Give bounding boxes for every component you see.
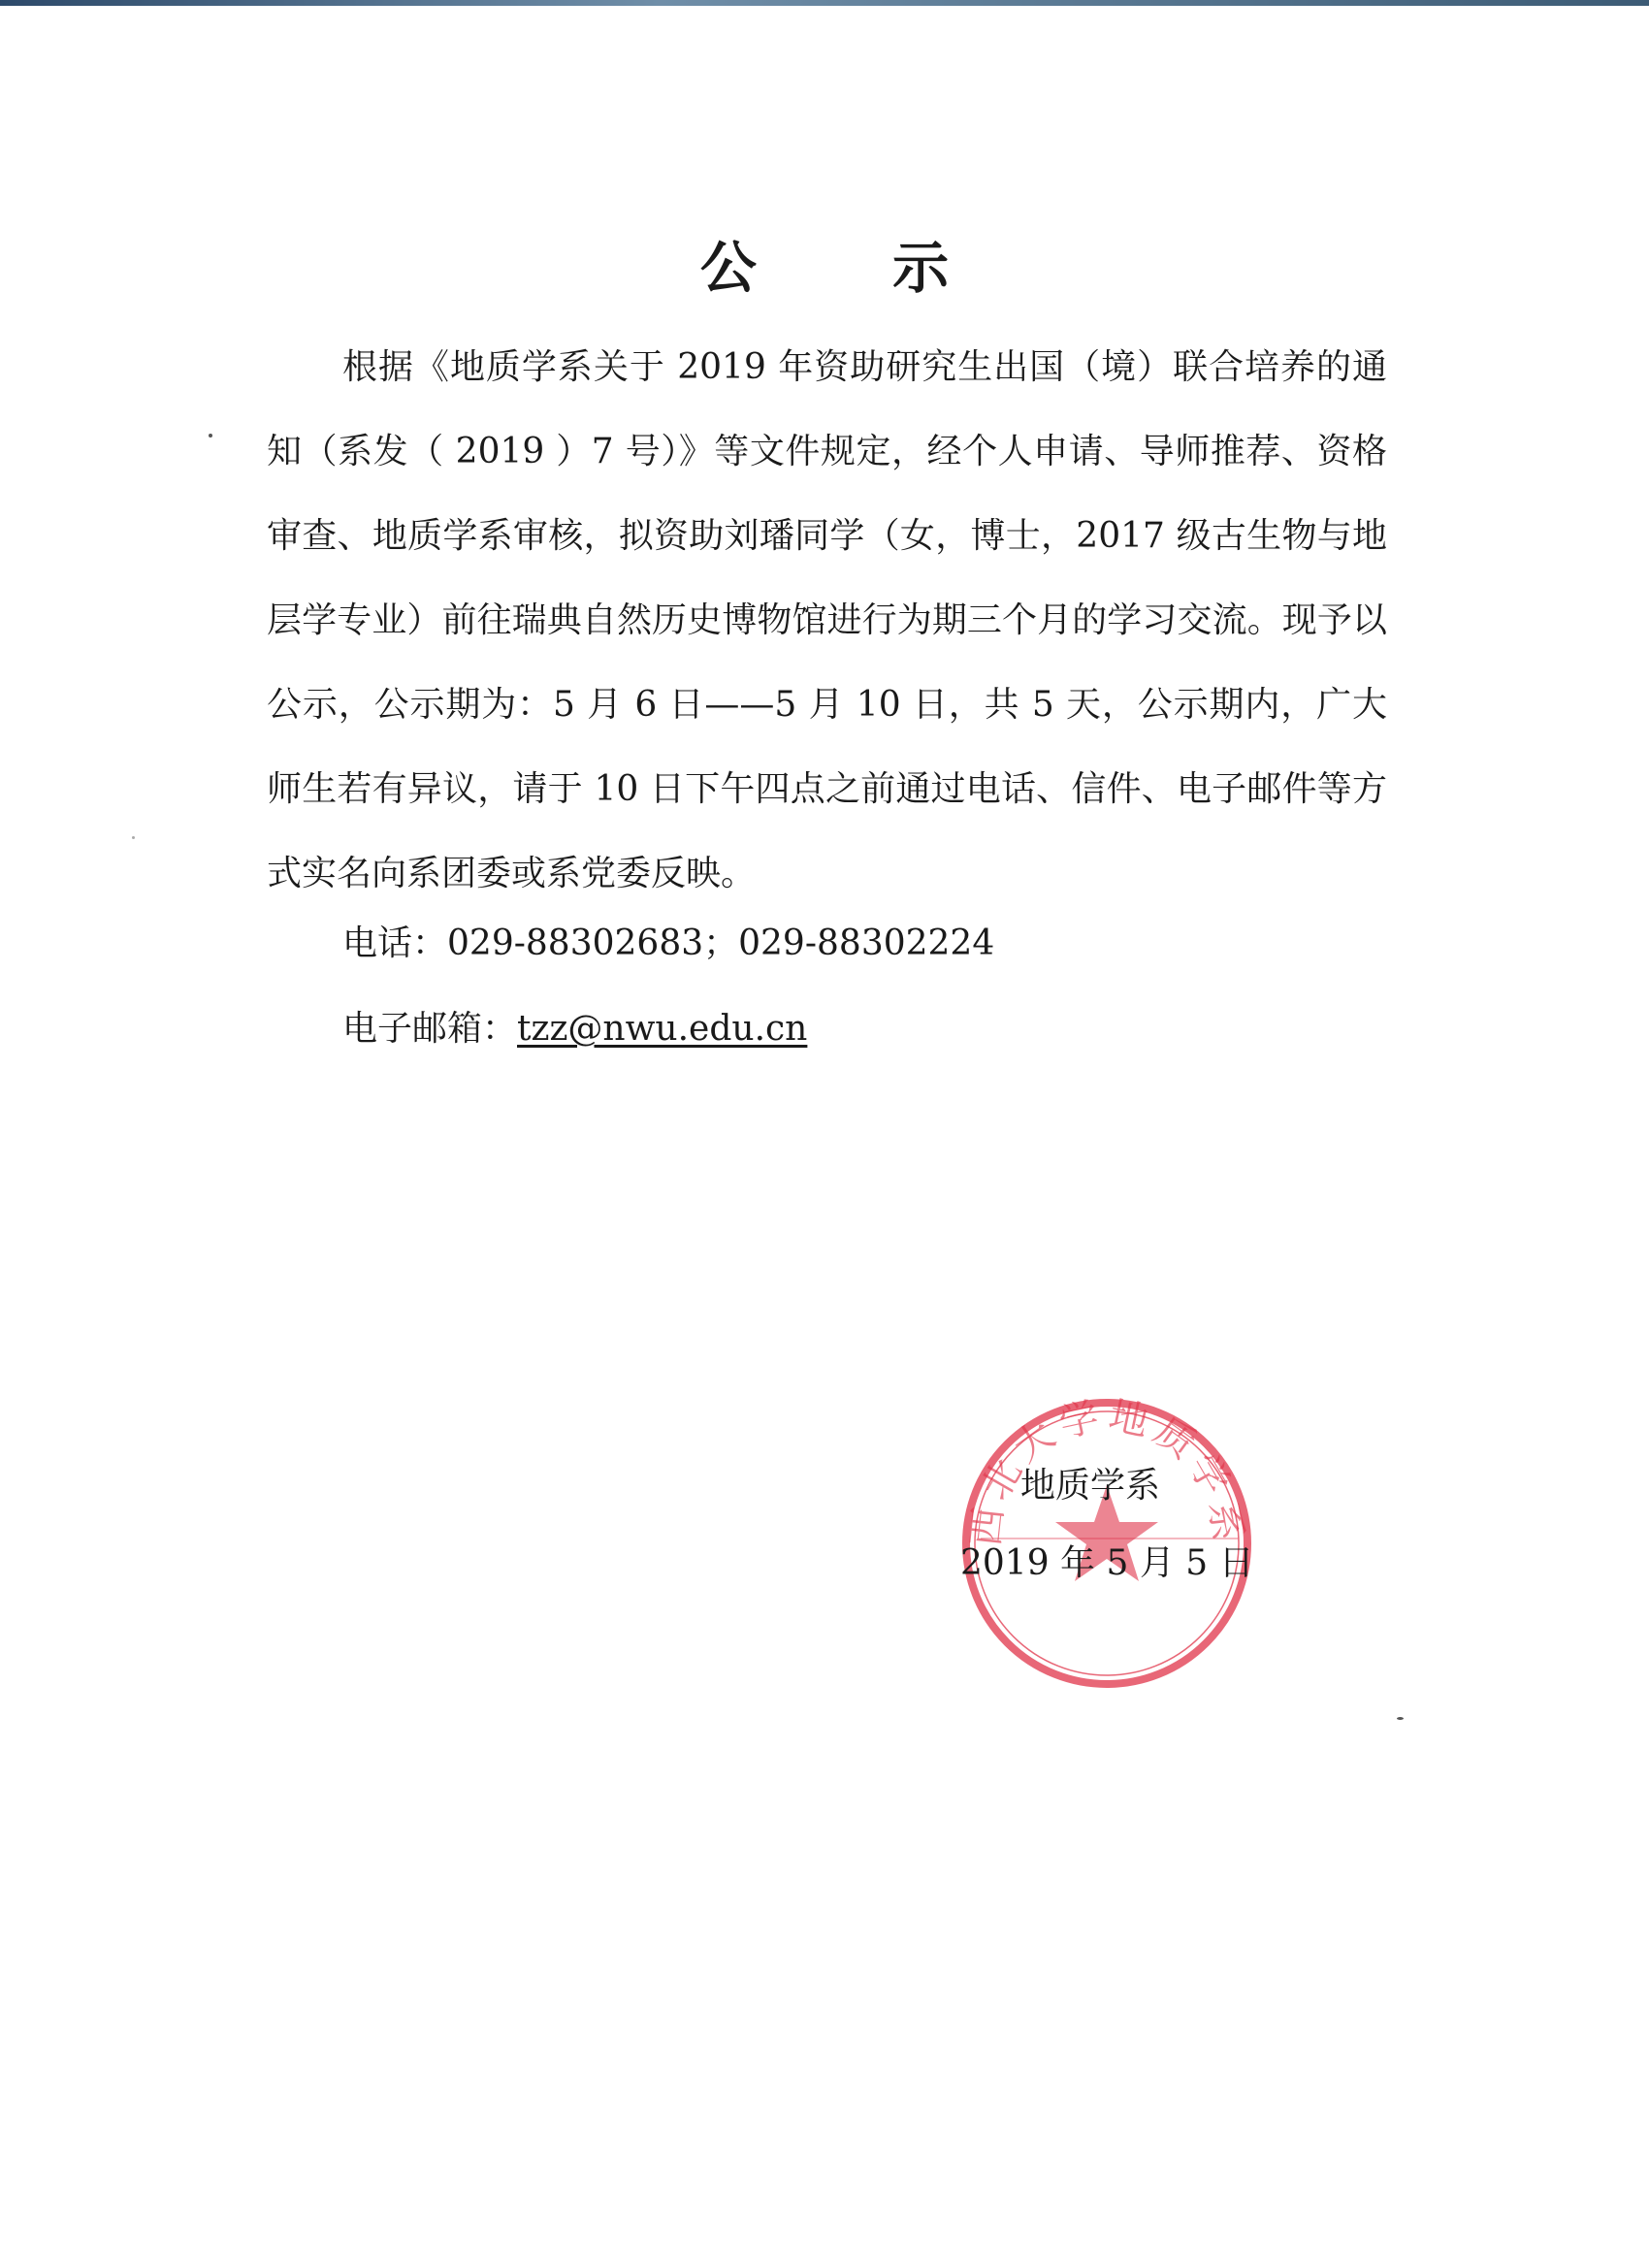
scan-speck — [132, 836, 135, 839]
phone-label: 电话： — [342, 923, 448, 963]
scan-top-edge — [0, 0, 1649, 6]
svg-text:西北大学地质学系: 西北大学地质学系 — [963, 1393, 1250, 1549]
notice-title: 公 示 — [699, 234, 1008, 301]
scan-speck — [209, 434, 212, 437]
email-line — [342, 1010, 807, 1049]
scan-speck — [1397, 1717, 1404, 1720]
signature-date: 2019 年 5 月 5 日 — [960, 1543, 1254, 1583]
phone-value: 029-88302683；029-88302224 — [447, 923, 995, 963]
phone-line — [342, 924, 994, 963]
email-link[interactable]: tzz@nwu.edu.cn — [517, 1009, 808, 1049]
notice-body: 根据《地质学系关于 2019 年资助研究生出国（境）联合培养的通知（系发（ 2019 ）7 号）》等文件规定，经个人申请、导师推荐、资格审查、地质学系审核，拟资助刘璠同学（女，博士，2017 级古生物与地层学专业）前往瑞典自然历史博物馆进行为期三个月的学习交流。现予以公示，公示期为：5 月 6 日——5 月 10 日，共 5 天，公示期内，广大师生若有异议，请于 10 日下午四点之前通过电话、信件、电子邮件等方式实名向系团委或系党委反映。 — [267, 347, 1387, 893]
email-label: 电子邮箱： — [342, 1009, 518, 1049]
signature-department: 地质学系 — [1020, 1466, 1161, 1506]
